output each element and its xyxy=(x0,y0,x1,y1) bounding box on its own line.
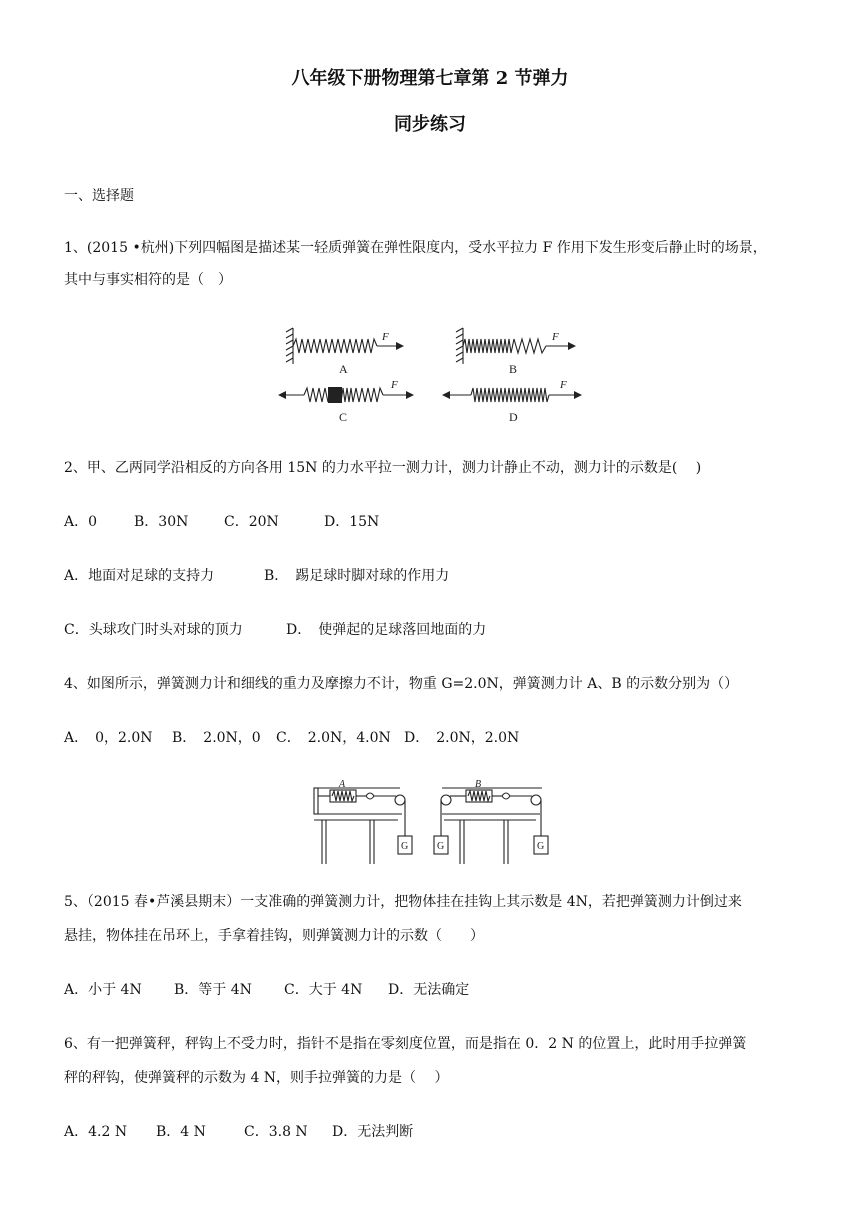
q6-option-d: D．无法判断 xyxy=(332,1124,414,1140)
q1-force-label-b: F xyxy=(552,331,559,343)
q5-line1: 5、（2015 春•芦溪县期末）一支准确的弹簧测力计，把物体挂在挂钩上其示数是 4N，若把弹簧测力计倒过来 xyxy=(64,894,742,910)
q3-option-d: D． 使弹起的足球落回地面的力 xyxy=(286,622,487,638)
q3-option-c: C．头球攻门时头对球的顶力 xyxy=(64,622,243,638)
section-heading: 一、选择题 xyxy=(64,188,134,204)
q5-option-a: A．小于 4N xyxy=(64,982,142,998)
q3-options-row2 xyxy=(64,620,486,640)
q2-option-d: D．15N xyxy=(324,514,380,530)
q2-option-a: A．0 xyxy=(64,514,98,530)
q4-weight-left: G xyxy=(401,841,409,852)
q1-label-d: D xyxy=(509,410,518,424)
q3-option-a: A．地面对足球的支持力 xyxy=(64,568,215,584)
q4-option-d: D． 2.0N，2.0N xyxy=(404,730,520,746)
q4-scale-figure xyxy=(310,778,552,866)
q4-text: 4、如图所示，弹簧测力计和细线的重力及摩擦力不计，物重 G=2.0N，弹簧测力计 A、B 的示数分别为（） xyxy=(64,676,739,692)
q1-spring-figure xyxy=(278,324,588,424)
q5-option-d: D．无法确定 xyxy=(388,982,470,998)
q2-option-b: B．30N xyxy=(134,514,189,530)
q1-line2: 其中与事实相符的是（ ） xyxy=(64,272,232,288)
q6-option-a: A．4.2 N xyxy=(64,1124,128,1140)
q1-line1: 1、(2015 •杭州)下列四幅图是描述某一轻质弹簧在弹性限度内，受水平拉力 F 作用下发生形变后静止时的场景， xyxy=(64,240,767,256)
q1-label-a: A xyxy=(339,362,348,376)
q2-option-c: C．20N xyxy=(224,514,279,530)
q6-line1: 6、有一把弹簧秤，秤钩上不受力时，指针不是指在零刻度位置，而是指在 0．2 N 的位置上，此时用手拉弹簧 xyxy=(64,1036,747,1052)
q5-line2: 悬挂，物体挂在吊环上，手拿着挂钩，则弹簧测力计的示数（ ） xyxy=(64,928,484,944)
q6-line2: 秤的秤钩，使弹簧秤的示数为 4 N，则手拉弹簧的力是（ ） xyxy=(64,1070,449,1086)
q3-option-b: B． 踢足球时脚对球的作用力 xyxy=(264,568,450,584)
q2-options xyxy=(64,512,379,532)
q1-force-label-d: F xyxy=(560,379,567,391)
q6-option-b: B．4 N xyxy=(156,1124,206,1140)
q6-option-c: C．3.8 N xyxy=(244,1124,308,1140)
q5-option-c: C．大于 4N xyxy=(284,982,363,998)
q5-options xyxy=(64,980,469,1000)
q4-weight-mid: G xyxy=(437,841,445,852)
q4-label-a: A xyxy=(339,779,346,790)
q4-option-a: A． 0，2.0N xyxy=(64,730,153,746)
q4-weight-right: G xyxy=(537,841,545,852)
q3-options-row1 xyxy=(64,566,449,586)
q1-force-label-c: F xyxy=(391,379,398,391)
q5-option-b: B．等于 4N xyxy=(174,982,252,998)
q4-label-b: B xyxy=(475,779,482,790)
q2-text: 2、甲、乙两同学沿相反的方向各用 15N 的力水平拉一测力计，测力计静止不动，测力计的示数是( ) xyxy=(64,460,702,476)
q1-force-label-a: F xyxy=(382,331,389,343)
q4-options xyxy=(64,728,519,748)
q1-label-b: B xyxy=(509,362,518,376)
page-subtitle: 同步练习 xyxy=(394,114,466,135)
q6-options xyxy=(64,1122,413,1142)
q4-option-b: B． 2.0N，0 xyxy=(172,730,261,746)
page-title: 八年级下册物理第七章第 2 节弹力 xyxy=(291,68,569,89)
q4-option-c: C． 2.0N，4.0N xyxy=(276,730,391,746)
q1-label-c: C xyxy=(339,410,348,424)
